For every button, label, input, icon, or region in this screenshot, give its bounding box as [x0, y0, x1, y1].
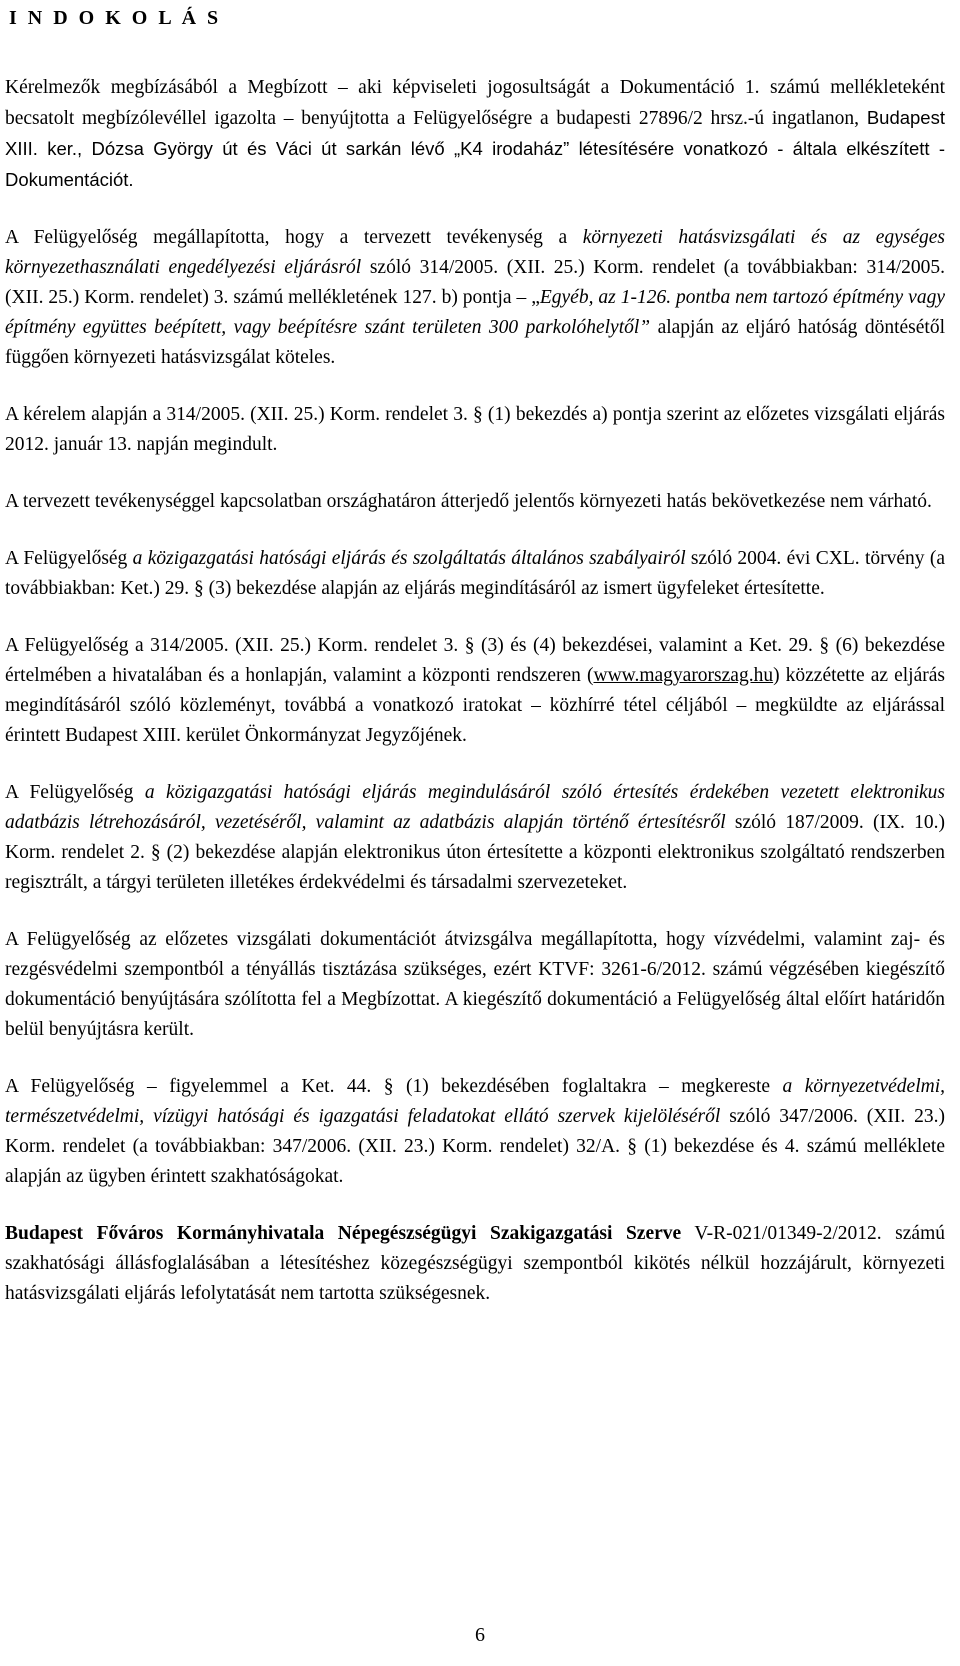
page-number: 6: [475, 1624, 485, 1646]
paragraph-7: [5, 778, 945, 898]
paragraph-1: [5, 73, 945, 196]
document-title: I N D O K O L Á S: [9, 7, 222, 29]
paragraph-text-segment: A Felügyelőség az előzetes vizsgálati dokumentációt átvizsgálva megállapította, hogy vízvédelmi, valamint zaj- és rezgésvédelmi szempontból a tényállás tisztázása szükséges, ezért KTVF: 3261-6/2012. számú végzésében kiegészítő dokumentáció benyújtására szólította fel a Megbízottat. A kiegészítő dokumentáció a Felügyelőség által előírt határidőn belül benyújtásra került.: [5, 929, 945, 1040]
paragraph-text-segment: ) közzétette az eljárás megindításáról szóló közleményt, továbbá a vonatkozó iratokat – közhírré tétel céljából – megküldte az eljárással érintett Budapest XIII. kerület Önkormányzat Jegyzőjének.: [5, 665, 945, 746]
paragraph-text-segment: a közigazgatási hatósági eljárás és szolgáltatás általános szabályairól: [132, 548, 686, 569]
paragraph-9: [5, 1072, 945, 1192]
paragraph-text-segment: szóló 314/2005. (XII. 25.) Korm. rendelet (a továbbiakban: 314/2005. (XII. 25.) Korm. rendelet) 3. számú mellékletének 127. b) pontja – „: [5, 257, 946, 308]
paragraph-text-segment: szóló 347/2006. (XII. 23.) Korm. rendelet (a továbbiakban: 347/2006. (XII. 23.) Korm. rendelet) 32/A. § (1) bekezdése és 4. számú melléklete alapján az ügyben érintett szakhatóságokat.: [5, 1106, 946, 1187]
paragraph-10: [5, 1219, 945, 1309]
paragraph-8: [5, 925, 945, 1045]
paragraph-text-segment: Egyéb, az 1-126. pontba nem tartozó építmény vagy építmény együttes beépített, vagy beépítésre szánt területen 300 parkolóhelytől”: [5, 287, 945, 338]
paragraph-text-segment: A Felügyelőség: [5, 782, 145, 803]
paragraph-text-segment: szóló 187/2009. (IX. 10.) Korm. rendelet 2. § (2) bekezdése alapján elektronikus úton értesítette a központi elektronikus szolgáltató rendszerben regisztrált, a tárgyi területen illetékes érdekvédelmi és társadalmi szervezeteket.: [5, 812, 945, 893]
paragraph-text-segment: a közigazgatási hatósági eljárás megindulásáról szóló értesítés érdekében vezetett elektronikus adatbázis létrehozásáról, vezetéséről, valamint az adatbázis alapján történő értesítésről: [5, 782, 945, 833]
paragraph-text-segment: A Felügyelőség megállapította, hogy a tervezett tevékenység a: [5, 227, 583, 248]
paragraph-2: [5, 223, 945, 373]
paragraph-text-segment: Budapest XIII. ker.: [5, 107, 945, 159]
paragraph-text-segment: A Felügyelőség a 314/2005. (XII. 25.) Korm. rendelet 3. § (3) és (4) bekezdései, valamint a Ket. 29. § (6) bekezdése értelmében a hivatalában és a honlapján, valamint a központi rendszeren (: [5, 635, 945, 686]
paragraph-6: [5, 631, 945, 751]
paragraph-text-segment: A kérelem alapján a 314/2005. (XII. 25.) Korm. rendelet 3. § (1) bekezdés a) pontja szerint az előzetes vizsgálati eljárás 2012. január 13. napján megindult.: [5, 404, 945, 455]
paragraph-4: [5, 487, 945, 517]
paragraph-text-segment: Kérelmezők megbízásából a Megbízott – aki képviseleti jogosultságát a Dokumentáció 1. számú mellékleteként becsatolt megbízólevéllel igazolta – benyújtotta a Felügyelőségre a budapesti 27896/2 hrsz.-ú ingatlanon,: [5, 77, 945, 129]
paragraph-text-segment: a környezetvédelmi, természetvédelmi, vízügyi hatósági és igazgatási feladatokat ellátó szervek kijelöléséről: [5, 1076, 945, 1127]
paragraph-text-segment: A Felügyelőség: [5, 548, 133, 569]
paragraph-text-segment: szóló 2004. évi CXL. törvény (a továbbiakban: Ket.) 29. § (3) bekezdése alapján az eljárás megindításáról az ismert ügyfeleket értesítette.: [5, 548, 945, 599]
paragraph-text-segment: környezeti hatásvizsgálati és az egységes környezethasználati engedélyezési eljárásról: [5, 227, 945, 278]
paragraph-text-segment[interactable]: www.magyarorszag.hu: [593, 665, 774, 686]
paragraph-3: [5, 400, 945, 460]
paragraph-text-segment: alapján az eljáró hatóság döntésétől függően környezeti hatásvizsgálat köteles.: [5, 317, 945, 368]
paragraph-text-segment: A Felügyelőség – figyelemmel a Ket. 44. § (1) bekezdésében foglaltakra – megkereste: [5, 1076, 783, 1097]
paragraph-text-segment: Budapest Főváros Kormányhivatala Népegészségügyi Szakigazgatási Szerve: [5, 1223, 682, 1244]
paragraph-5: [5, 544, 945, 604]
paragraph-text-segment: , Dózsa György út és Váci út sarkán lévő „K4 irodaház” létesítésére vonatkozó - általa elkészített - Dokumentációt.: [5, 138, 945, 190]
paragraph-text-segment: V-R-021/01349-2/2012. számú szakhatósági állásfoglalásában a létesítéshez közegészségügyi szempontból kikötés nélkül hozzájárult, környezeti hatásvizsgálati eljárás lefolytatását nem tartotta szükségesnek.: [5, 1223, 945, 1304]
document-body: [5, 73, 945, 1336]
paragraph-text-segment: A tervezett tevékenységgel kapcsolatban országhatáron átterjedő jelentős környezeti hatás bekövetkezése nem várható.: [5, 491, 932, 512]
